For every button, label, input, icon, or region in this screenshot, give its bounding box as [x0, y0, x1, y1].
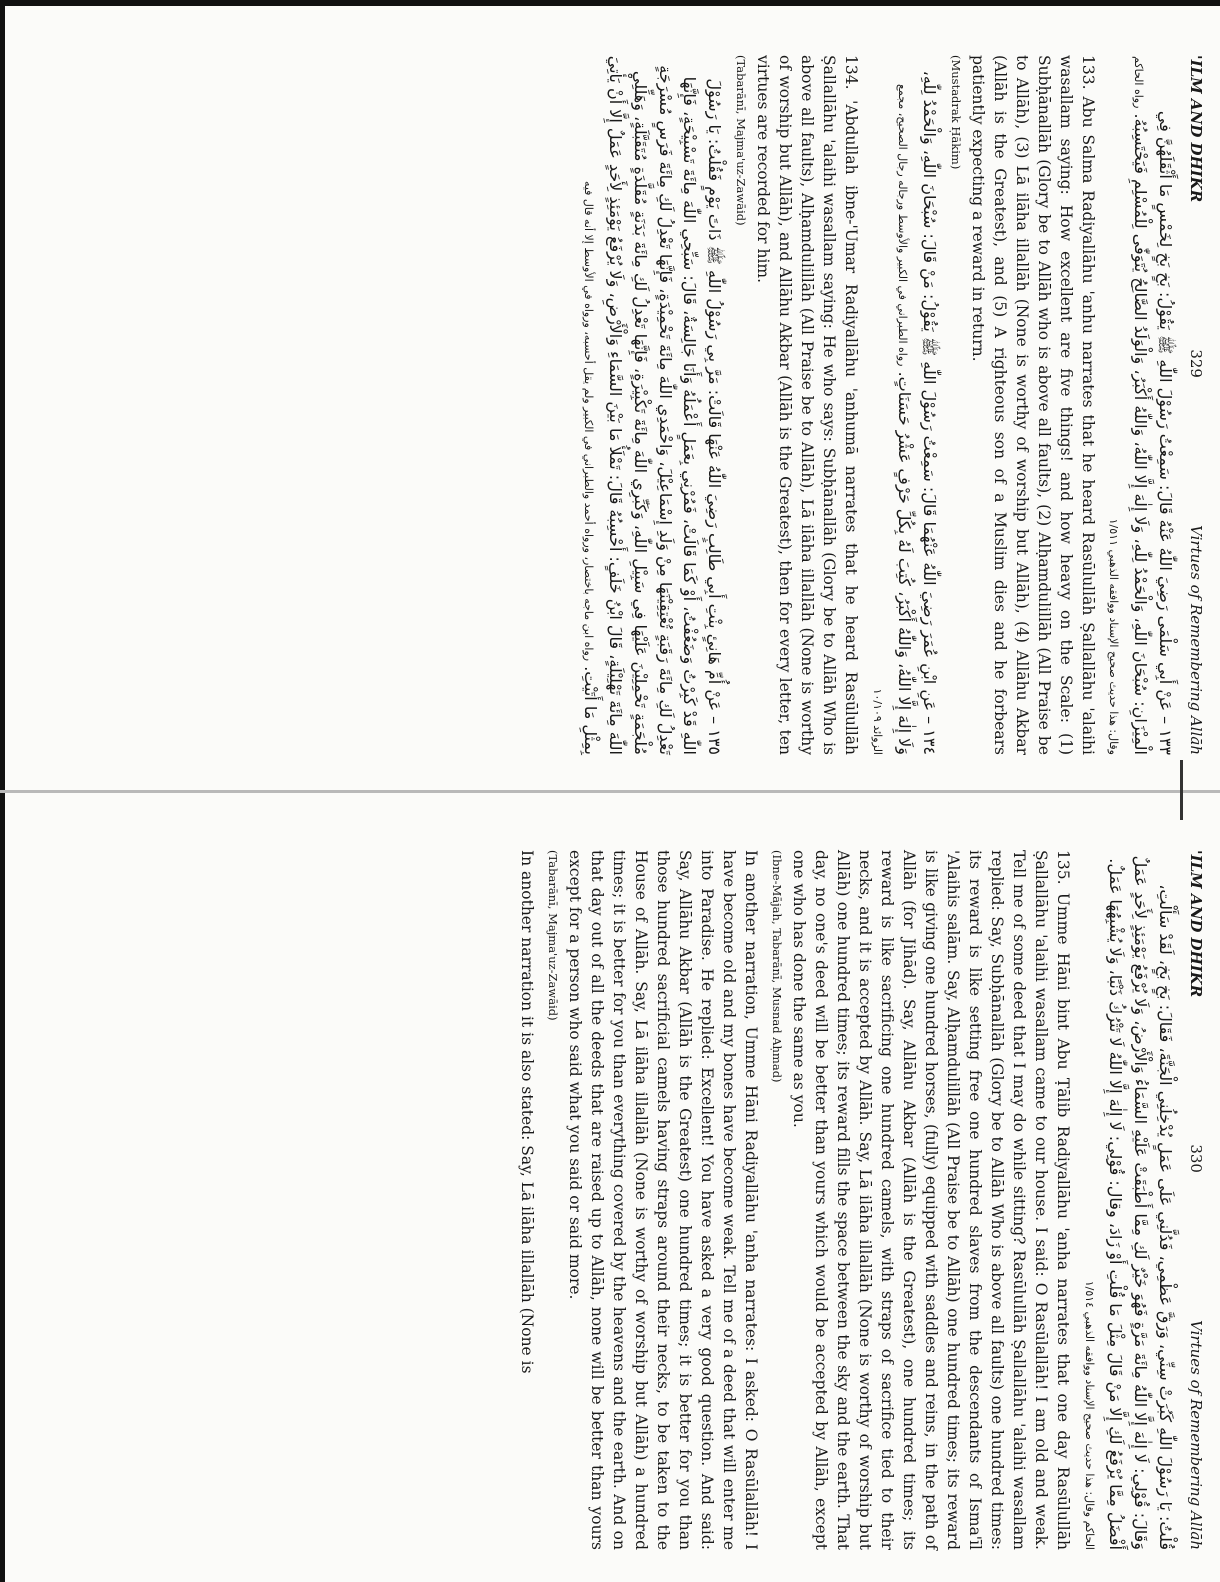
running-head	[1187, 55, 1205, 755]
hadith-134-arabic-ref: رواه الطبراني في الكبير والأوسط ورجاله رجال الصحيح، مجمع الزوائد ١٠/١٠٩	[871, 84, 909, 755]
hadith-133-ref: (Mustadrak Ḥākim)	[948, 55, 963, 170]
hadith-133-arabic-ref: رواه الحاكم وقال: هذا حديث صحيح الإسناد ووافقه الذهبي ١/٥١١	[1107, 56, 1146, 755]
book-spine-gutter	[0, 790, 1220, 793]
hadith-135-arabic: ١٣٥ – عَنْ أُمِّ هَانِئٍ بِنْتِ أَبِي طَالِبٍ رَضِيَ اللّٰهُ عَنْهَا قَالَتْ: مَرَّ بِي رَسُوْلُ اللّٰهِ ﷺ ذَاتَ يَوْمٍ فَقُلْتُ: يَا رَسُوْلَ اللّٰهِ قَدْ كَبِرْتُ وَضَعُفْتُ، أَوْ كَمَا قَالَتْ، فَمُرْنِي بِعَمَلٍ أَعْمَلُهُ وَأَنَا جَالِسَةٌ، قَالَ: سَبِّحِي اللّٰهَ مِائَةَ تَسْبِيْحَةٍ، فَإِنَّهَا تَعْدِلُ لَكِ مِائَةَ رَقَبَةٍ تُعْتِقِيْنَهَا مِنْ وَلَدِ إِسْمَاعِيْلَ، وَاحْمَدِي اللّٰهَ مِائَةَ تَحْمِيْدَةٍ، فَإِنَّهَا تَعْدِلُ لَكِ مِائَةَ فَرَسٍ مُسْرَجَةٍ مُلْجَمَةٍ تَحْمِلِيْنَ عَلَيْهَا فِي سَبِيْلِ اللّٰهِ، وَكَبِّرِي اللّٰهَ مِائَةَ تَكْبِيْرَةٍ، فَإِنَّهَا تَعْدِلُ لَكِ مِائَةَ بَدَنَةٍ مُقَلَّدَةٍ مُتَقَبَّلَةٍ، وَهَلِّلِي اللّٰهَ مِائَةَ تَهْلِيْلَةٍ، قَالَ ابْنُ خَلَفٍ: أَحْسِبُهُ قَالَ: تَمْلَأُ مَا بَيْنَ السَّمَاءِ وَالْأَرْضِ، وَلَا يُرْفَعُ يَوْمَئِذٍ لِأَحَدٍ عَمَلٌ إِلَّا أَنْ يَأْتِيَ بِمِثْلِ مَا أَتَيْتِ. رواه ابن ماجه باختصار، ورواه أحمد والطبراني في الكبير ولم يقل أحسبه، ورواه في الأوسط إلا أنه قال فيه	[581, 55, 725, 755]
hadith-135-ref: (Ibne-Mājah, Tabarānī, Musnad Aḥmad)	[769, 850, 784, 1083]
hadith-135-another-narration: In another narration, Umme Hāni Radiyallāhu 'anha narrates: I asked: O Rasūlallāh! I have become old and my bones have become weak. Tell me of a deed that will enter me into Paradise. He replied: Excellent! You have asked a very good question. And said: Say, Allāhu Akbar (Allāh is the Greatest) one hundred times; it is better for you than those hundred sacrificial camels having straps around their necks, to be taken to the House of Allāh. Say, Lā ilāha illallāh (None is worthy of worship but Allāh) a hundred times; it is better for you than everything covered by the heavens and the earth. And on that day out of all the deeds that are raised up to Allāh, none will be better than yours except for a person who said what you said or said more.	[565, 850, 760, 1550]
hadith-135-another-narration-ref: (Tabarānī, Majma'uz-Zawāid)	[545, 850, 560, 1021]
hadith-135-further-narration: In another narration it is also stated: Say, Lā ilāha illallāh (None is	[517, 850, 536, 1374]
hadith-135-text: 135. Umme Hāni bint Abu Ṭālib Radiyallāhu 'anha narrates that one day Rasūlullāh Ṣallallāhu 'alaihi wasallam came to our house. I said: O Rasūlallāh! I am old and weak. Tell me of some deed that I may do while sitting? Rasūlullāh Ṣallallāhu 'alaihi wasallam replied: Say, Subḥānallāh (Glory be to Allāh Who is above all faults) one hundred times: its reward is like setting free one hundred slaves from the descendants of Isma'īl 'Alaihis salām. Say, Alḥamdulillāh (All Praise be to Allāh) one hundred times; its reward is like giving one hundred horses, (fully) equipped with saddles and reins, in the path of Allāh (for Jihād). Say, Allāhu Akbar (Allāh is the Greatest), one hundred times; its reward is like sacrificing one hundred camels, with straps of sacrifice tied to their necks, and it is accepted by Allāh. Say, Lā ilāha illallāh (None is worthy of worship but Allāh) one hundred times; its reward fills the space between the sky and the earth. That day, no one's deed will be better than yours which would be accepted by Allāh, except one who has done the same as you.	[789, 850, 1072, 1550]
page-number: 329	[1187, 349, 1205, 378]
hadith-134-arabic: ١٣٤ – عَنِ ابْنِ عُمَرَ رَضِيَ اللّٰهُ عَنْهُمَا قَالَ: سَمِعْتُ رَسُوْلَ اللّٰهِ ﷺ يَقُوْلُ: مَنْ قَالَ: سُبْحَانَ اللّٰهِ، وَالْحَمْدُ لِلّٰهِ، وَلَا إِلٰهَ إِلَّا اللّٰهُ، وَاللّٰهُ أَكْبَرُ، كُتِبَ لَهُ بِكُلِّ حَرْفٍ عَشْرُ حَسَنَاتٍ. رواه الطبراني في الكبير والأوسط ورجاله رجال الصحيح، مجمع الزوائد ١٠/١٠٩	[871, 70, 939, 755]
page-number: 330	[1187, 1144, 1205, 1173]
page-330	[512, 850, 1205, 1550]
page-329	[573, 55, 1205, 755]
hadith-133-arabic: ١٣٣ – عَنْ أَبِي سَلْمَى رَضِيَ اللّٰهُ عَنْهُ قَالَ: سَمِعْتُ رَسُوْلَ اللّٰهِ ﷺ يَقُوْلُ: بَخٍ بَخٍ لِخَمْسٍ مَا أَثْقَلَهُنَّ فِي الْمِيْزَانِ: سُبْحَانَ اللّٰهِ، وَالْحَمْدُ لِلّٰهِ، وَلَا إِلٰهَ إِلَّا اللّٰهُ، وَاللّٰهُ أَكْبَرُ، وَالْوَلَدُ الصَّالِحُ يُتَوَفّٰى لِلْمُسْلِمِ فَيَحْتَسِبُهُ. رواه الحاكم وقال: هذا حديث صحيح الإسناد ووافقه الذهبي ١/٥١١	[1107, 56, 1175, 755]
hadith-135-arabic-continued: قُلْتُ: يَا رَسُوْلَ اللّٰهِ كَبُرَتْ سِنِّي، وَرَقَّ عَظْمِي، فَدُلَّنِي عَلَى عَمَلٍ يُدْخِلُنِي الْجَنَّةَ، فَقَالَ: بَخٍ بَخٍ، لَقَدْ سَأَلْتِ، وَقَالَ: قُوْلِي: لَا إِلٰهَ إِلَّا اللّٰهُ مِائَةَ مَرَّةٍ فَهُوَ خَيْرٌ لَكِ مِمَّا أَطْبَقَتْ عَلَيْهِ السَّمَاءُ وَالْأَرْضُ، وَلَا يُرْفَعُ يَوْمَئِذٍ لِأَحَدٍ عَمَلٌ أَفْضَلُ مِمَّا يُرْفَعُ لَكِ إِلَّا مَنْ قَالَ مِثْلَ مَا قُلْتِ أَوْ زَادَ، وقال: قُوْلِي: لَا إِلٰهَ إِلَّا اللّٰهُ لَا تَتْرُكُ ذَنْبًا، وَلَا يُشْبِهُهَا عَمَلٌ. الحاكم وقال: هذا حديث صحيح الإسناد ووافقه الذهبي ١/٥١٤	[1082, 855, 1175, 1550]
hadith-135-arabic-ref: رواه ابن ماجه باختصار، ورواه أحمد والطبراني في الكبير ولم يقل أحسبه، ورواه في الأوسط إلا أنه قال فيه	[582, 180, 596, 662]
running-head-left: 'ILM AND DHIKR	[1187, 850, 1205, 998]
top-scan-edge	[0, 0, 1220, 6]
hadith-135-continued-arabic-ref: الحاكم وقال: هذا حديث صحيح الإسناد ووافقه الذهبي ١/٥١٤	[1082, 1280, 1096, 1550]
running-head-right: Virtues of Remembering Allāh	[1187, 525, 1205, 755]
running-head-right: Virtues of Remembering Allāh	[1187, 1320, 1205, 1550]
running-head-left: 'ILM AND DHIKR	[1187, 55, 1205, 203]
running-head	[1187, 850, 1205, 1550]
hadith-133-text: 133. Abu Salma Radiyallāhu 'anhu narrates that he heard Rasūlullāh Ṣallallāhu 'alaihi wasallam saying: How excellent are five things! and how heavy on the Scale: (1) Subḥānallāh (Glory be to Allāh who is above all faults), (2) Alḥamdulillāh (All Praise be to Allāh), (3) Lā ilāha illallāh (None is worthy of worship but Allāh), (4) Allāhu Akbar (Allāh is the Greatest), and (5) A righteous son of a Muslim dies and he forbears patiently expecting a reward in return.	[968, 55, 1097, 755]
hadith-134-ref: (Tabarānī, Majma'uz-Zawāid)	[734, 55, 749, 226]
hadith-134-text: 134. 'Abdullah ibne-'Umar Radiyallāhu 'anhumā narrates that he heard Rasūlullāh Ṣallallāhu 'alaihi wasallam saying: He who says: Subḥānallāh (Glory be to Allāh Who is above all faults), Alḥamdulillāh (All Praise be to Allāh), Lā ilāha illallāh (None is worthy of worship but Allāh), and Allāhu Akbar (Allāh is the Greatest), then for every letter, ten virtues are recorded for him.	[754, 55, 861, 755]
gutter-mark	[1180, 760, 1183, 820]
